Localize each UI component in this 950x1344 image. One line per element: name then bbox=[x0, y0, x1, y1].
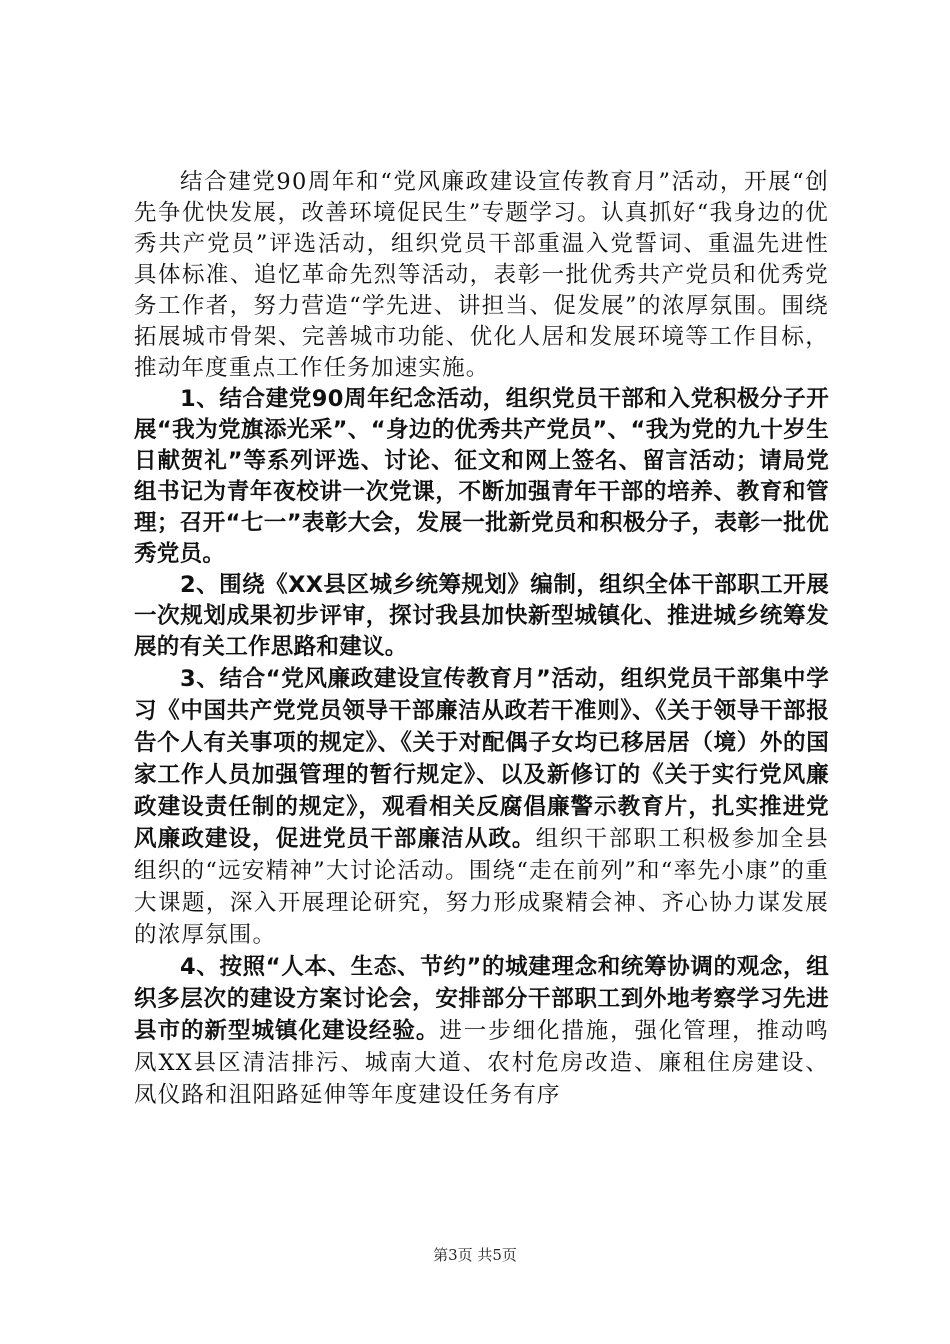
paragraph-item-3 bbox=[134, 663, 829, 951]
paragraph-item-4-bold-text: 4、按照“人本、生态、节约”的城建理念和统筹协调的观念，组织多层次的建设方案讨论会，安排部分干部职工到外地考察学习先进县市的新型城镇化建设经验。 bbox=[134, 954, 829, 1044]
paragraph-item-3-light-text: 组织干部职工积极参加全县组织的“远安精神”大讨论活动。围绕“走在前列”和“率先小康”的重大课题，深入开展理论研究，努力形成聚精会神、齐心协力谋发展的浓厚氛围。 bbox=[134, 826, 829, 948]
paragraph-item-1: 1、结合建党90周年纪念活动，组织党员干部和入党积极分子开展“我为党旗添光采”、“身边的优秀共产党员”、“我为党的九十岁生日献贺礼”等系列评选、讨论、征文和网上签名、留言活动；请局党组书记为青年夜校讲一次党课，不断加强青年干部的培养、教育和管理；召开“七一”表彰大会，发展一批新党员和积极分子，表彰一批优秀党员。 bbox=[134, 386, 829, 567]
paragraph-item-4 bbox=[134, 951, 829, 1111]
paragraph-item-3-bold-text: 3、结合“党风廉政建设宣传教育月”活动，组织党员干部集中学习《中国共产党党员领导干部廉洁从政若干准则》、《关于领导干部报告个人有关事项的规定》、《关于对配偶子女均已移居居（境）外的国家工作人员加强管理的暂行规定》、以及新修订的《关于实行党风廉政建设责任制的规定》，观看相关反腐倡廉警示教育片，扎实推进党风廉政建设，促进党员干部廉洁从政。 bbox=[134, 666, 829, 852]
page-number-footer: 第3页 共5页 bbox=[433, 1246, 517, 1264]
paragraph-item-2: 2、围绕《XX县区城乡统筹规划》编制，组织全体干部职工开展一次规划成果初步评审，探讨我县加快新型城镇化、推进城乡统筹发展的有关工作思路和建议。 bbox=[134, 572, 829, 660]
paragraph-item-4-light-text: 进一步细化措施，强化管理，推动鸣凤XX县区清洁排污、城南大道、农村危房改造、廉租住房建设、凤仪路和沮阳路延伸等年度建设任务有序 bbox=[134, 1018, 829, 1108]
document-body bbox=[134, 167, 829, 1111]
paragraph-intro: 结合建党90周年和“党风廉政建设宣传教育月”活动，开展“创先争优快发展，改善环境促民生”专题学习。认真抓好“我身边的优秀共产党员”评选活动，组织党员干部重温入党誓词、重温先进性具体标准、追忆革命先烈等活动，表彰一批优秀共产党员和优秀党务工作者，努力营造“学先进、讲担当、促发展”的浓厚氛围。围绕拓展城市骨架、完善城市功能、优化人居和发展环境等工作目标，推动年度重点工作任务加速实施。 bbox=[134, 169, 829, 381]
